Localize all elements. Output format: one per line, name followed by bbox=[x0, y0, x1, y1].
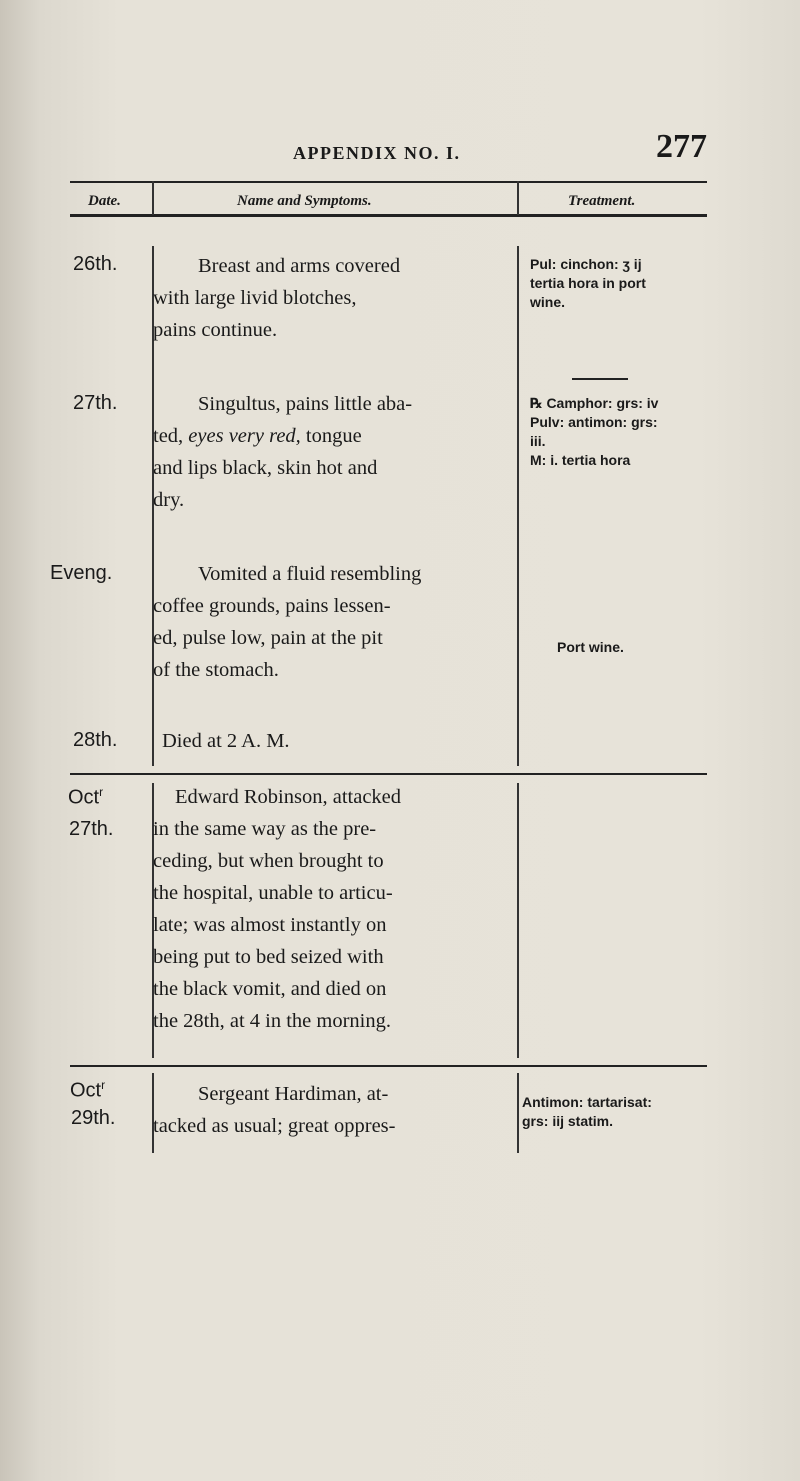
entry-symptoms bbox=[153, 725, 515, 757]
symptom-text: ted, bbox=[153, 425, 189, 447]
header-divider-2 bbox=[517, 181, 519, 215]
section3-divider-2 bbox=[517, 1073, 519, 1153]
treatment-line: ℞ Camphor: grs: iv bbox=[530, 395, 659, 411]
symptom-line: ed, pulse low, pain at the pit bbox=[153, 627, 383, 649]
symptom-line: of the stomach. bbox=[153, 659, 279, 681]
entry-symptoms bbox=[153, 388, 515, 516]
symptom-line: Sergeant Hardiman, at- bbox=[198, 1083, 389, 1105]
entry-date: 28th. bbox=[73, 729, 118, 751]
symptom-line: Singultus, pains little aba- bbox=[198, 393, 413, 415]
symptom-line: being put to bed seized with bbox=[153, 946, 384, 968]
treatment-line: Pul: cinchon: ʒ ij bbox=[530, 256, 642, 272]
treatment-line: Pulv: antimon: grs: bbox=[530, 414, 658, 430]
symptom-line: with large livid blotches, bbox=[153, 287, 357, 309]
treatment-line: Antimon: tartarisat: bbox=[522, 1094, 652, 1110]
treatment-separator bbox=[572, 378, 628, 380]
date-day: 27th. bbox=[69, 817, 114, 840]
date-superscript: r bbox=[99, 785, 104, 799]
symptom-emphasis: eyes very red, bbox=[188, 425, 301, 447]
section2-divider-2 bbox=[517, 783, 519, 1058]
header-bottom-rule bbox=[70, 214, 707, 217]
symptom-line: ceding, but when brought to bbox=[153, 850, 384, 872]
symptom-line: pains continue. bbox=[153, 319, 278, 341]
treatment-line: tertia hora in port bbox=[530, 275, 646, 291]
entry-date bbox=[68, 785, 113, 841]
symptom-line: dry. bbox=[153, 489, 185, 511]
symptom-line: Vomited a fluid resembling bbox=[198, 563, 422, 585]
date-day: 29th. bbox=[71, 1106, 116, 1129]
entry-date bbox=[70, 1078, 115, 1130]
entry-treatment bbox=[557, 638, 624, 657]
entry-date: 27th. bbox=[73, 392, 118, 414]
running-header: APPENDIX NO. I. bbox=[293, 143, 461, 163]
symptom-text: tongue bbox=[300, 425, 362, 447]
entry-treatment bbox=[522, 1093, 652, 1131]
symptom-line: the hospital, unable to articu- bbox=[153, 882, 393, 904]
section-rule bbox=[70, 773, 707, 775]
entry-symptoms bbox=[153, 781, 515, 1037]
symptom-line: Edward Robinson, attacked bbox=[175, 786, 402, 808]
symptom-line: late; was almost instantly on bbox=[153, 914, 387, 936]
symptom-line bbox=[153, 420, 515, 452]
treatment-line: grs: iij statim. bbox=[522, 1113, 614, 1129]
treatment-line: wine. bbox=[530, 294, 566, 310]
entry-date: Eveng. bbox=[50, 562, 113, 584]
header-divider-1 bbox=[152, 181, 154, 215]
entry-date: 26th. bbox=[73, 253, 118, 275]
column-head-date: Date. bbox=[88, 193, 121, 209]
page-number: 277 bbox=[656, 128, 707, 165]
entry-treatment bbox=[530, 255, 646, 312]
symptom-line: Breast and arms covered bbox=[198, 255, 401, 277]
symptom-line: the black vomit, and died on bbox=[153, 978, 387, 1000]
symptom-line: the 28th, at 4 in the morning. bbox=[153, 1010, 391, 1032]
symptom-line: in the same way as the pre- bbox=[153, 818, 377, 840]
treatment-line: iii. bbox=[530, 433, 546, 449]
entry-symptoms bbox=[153, 250, 515, 346]
entry-treatment bbox=[530, 394, 658, 470]
date-month: Oct bbox=[68, 786, 100, 809]
treatment-line: Port wine. bbox=[557, 639, 624, 655]
column-head-name: Name and Symptoms. bbox=[237, 193, 372, 209]
symptom-line: Died at 2 A. M. bbox=[162, 730, 290, 752]
symptom-line: and lips black, skin hot and bbox=[153, 457, 378, 479]
date-superscript: r bbox=[101, 1078, 106, 1092]
treatment-line: M: i. tertia hora bbox=[530, 452, 631, 468]
date-month: Oct bbox=[70, 1079, 102, 1102]
table-top-rule bbox=[70, 181, 707, 183]
entry-symptoms bbox=[153, 1078, 515, 1142]
entry-symptoms bbox=[153, 558, 515, 686]
symptom-line: tacked as usual; great oppres- bbox=[153, 1115, 396, 1137]
symptom-line: coffee grounds, pains lessen- bbox=[153, 595, 391, 617]
section-rule bbox=[70, 1065, 707, 1067]
section1-divider-2 bbox=[517, 246, 519, 766]
column-head-treatment: Treatment. bbox=[568, 193, 636, 209]
